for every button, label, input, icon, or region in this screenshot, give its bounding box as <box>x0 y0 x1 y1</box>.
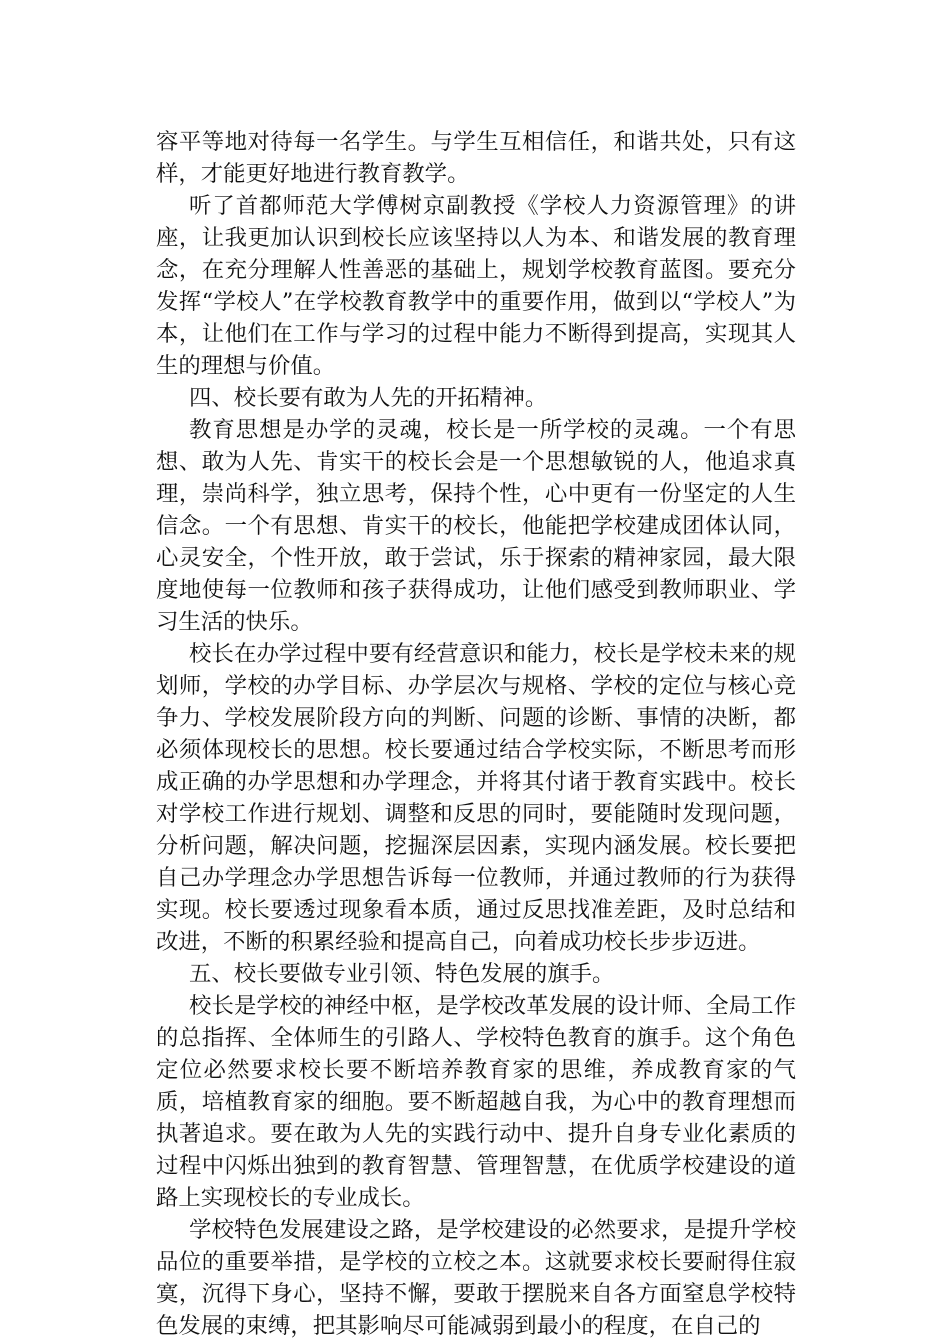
paragraph-continuation: 容平等地对待每一名学生。与学生互相信任，和谐共处，只有这样，才能更好地进行教育教学。 <box>156 129 796 187</box>
section-heading-5: 五、校长要做专业引领、特色发展的旗手。 <box>189 961 615 987</box>
paragraph-management-awareness: 校长在办学过程中要有经营意识和能力，校长是学校未来的规划师，学校的办学目标、办学层次与规格、学校的定位与核心竞争力、学校发展阶段方向的判断、问题的诊断、事情的决断，都必须体现校长的思想。校长要通过结合学校实际，不断思考而形成正确的办学思想和办学理念，并将其付诸于教育实践中。校长对学校工作进行规划、调整和反思的同时，要能随时发现问题，分析问题，解决问题，挖掘深层因素，实现内涵发展。校长要把自己办学理念办学思想告诉每一位教师，并通过教师的行为获得实现。校长要透过现象看本质，通过反思找准差距，及时总结和改进，不断的积累经验和提高自己，向着成功校长步步迈进。 <box>156 641 796 955</box>
paragraph-lecture-reflection: 听了首都师范大学傅树京副教授《学校人力资源管理》的讲座，让我更加认识到校长应该坚持以人为本、和谐发展的教育理念，在充分理解人性善恶的基础上，规划学校教育蓝图。要充分发挥“学校人”在学校教育教学中的重要作用，做到以“学校人”为本，让他们在工作与学习的过程中能力不断得到提高，实现其人生的理想与价值。 <box>156 193 796 379</box>
section-heading-4: 四、校长要有敢为人先的开拓精神。 <box>189 385 548 411</box>
document-body <box>156 126 796 1342</box>
paragraph-education-thought: 教育思想是办学的灵魂，校长是一所学校的灵魂。一个有思想、敢为人先、肯实干的校长会是一个思想敏锐的人，他追求真理，崇尚科学，独立思考，保持个性，心中更有一份坚定的人生信念。一个有思想、肯实干的校长，他能把学校建成团体认同，心灵安全，个性开放，敢于尝试，乐于探索的精神家园，最大限度地使每一位教师和孩子获得成功，让他们感受到教师职业、学习生活的快乐。 <box>156 417 796 635</box>
paragraph-principal-role: 校长是学校的神经中枢，是学校改革发展的设计师、全局工作的总指挥、全体师生的引路人、学校特色教育的旗手。这个角色定位必然要求校长要不断培养教育家的思维，养成教育家的气质，培植教育家的细胞。要不断超越自我，为心中的教育理想而执著追求。要在敢为人先的实践行动中、提升自身专业化素质的过程中闪烁出独到的教育智慧、管理智慧，在优质学校建设的道路上实现校长的专业成长。 <box>156 993 796 1211</box>
paragraph-school-characteristics: 学校特色发展建设之路，是学校建设的必然要求，是提升学校品位的重要举措，是学校的立校之本。这就要求校长要耐得住寂寞，沉得下身心，坚持不懈，要敢于摆脱来自各方面窒息学校特色发展的束缚，把其影响尽可能减弱到最小的程度，在自己的 <box>156 1217 796 1339</box>
